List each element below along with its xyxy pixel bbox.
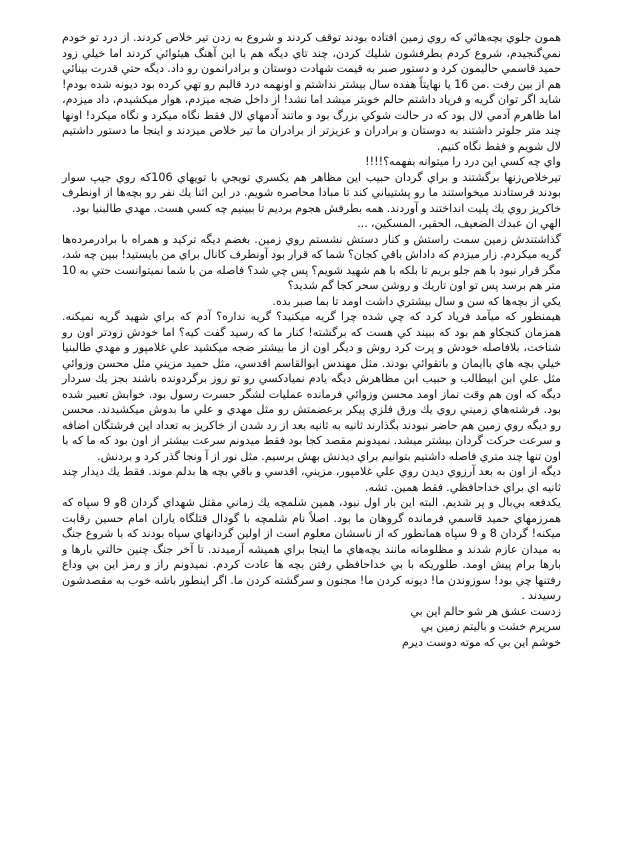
paragraph: يكدفعه بي‌بال و پر شديم. البته اين بار اول نبود، همين شلمچه يك زماني مقتل شهداي گردان 8و 9 سپاه كه همرزمهاي حميد قاسمي فرمانده گروهان ما بود. اصلاً نام شلمچه با گودال قتلگاه ياران امام حسين رقابت ميكنه! گردان 8 و 9 سپاه همانطور كه از ناسشان معلوم است از اولين گردانهاي سپاه بودند كه با شروع جنگ به ميدان عازم شدند و مظلومانه مانند بچه‌هاي ما اينجا براي هميشه آرميدند. تا آخر جنگ چنين حالتي بارها و بارها برام پيش اومد. طلوريكه با بي خداحافظي رفتن بچه ها عادت كردم. نميدونم راز و رمز اين بي وداع رفتنها چي بود! سوزوندن ما! ديونه كردن ما! مجنون و سرگشته كردن ما. اگر اينطور باشه خوب به مقصدشون رسيدند .	[62, 496, 561, 602]
paragraph: گذاشتندش زمين سمت راستش و كنار دستش نشستم روي زمين. بغضم ديگه تركيد و همراه با برادرمرده‌ها گريه ميكردم. زار ميزدم كه داداش باقي كجان؟ شما كه قرار بود آونطرف كانال براي من بايستيد! ببين چه شد، مگر قرار نبود با هم جلو بريم تا بلكه با هم شهيد شويم؟ پس چي شد؟ فاصله من با شما نميتوانست حتي به 10 متر هم برسد پس تو اون تاريك و روشن سحر كجا گم شديد؟	[62, 232, 561, 292]
paragraph: هيمنطور كه ميآمد فرياد كرد كه چي شده چرا گريه ميكنيد؟ گريه نداره؟ آدم كه براي شهيد گريه نميكنه. همزمان كنجكاو هم بود كه ببيند كي هست كه برگشته! كنار ما كه رسيد گفت كيه؟ اما خودش زودتر اون رو شناخت، بلافاصله خودش و پرت كرد روش و ديگر اون از ما بيشتر ضجه ميكشيد علي غلامپور و مهدي طالبنيا خيلي بچه هاي باايمان و باتقوائي بودند. مثل مهندس ابوالقاسم اقدسي، مثل حميد مزيني مثل محسن وزوائي مثل علي ابن ابيطالب و حبيب ابن مظاهرش ديگه يادم نميادكسي رو تو روز برگردونده باشند بجز يك سردار ديگه كه اون هم وقت نماز اومد محسن وزوائي فرمانده عمليات لشگر حسرت رسول بود. خوابش تعبير شده بود. فرشته‌هاي زميني روي يك ورق فلزي پيكر برعضمتش رو مثل مهدي و علي ما بدوش ميكشيدند. محسن رو ديگه روي زمين هم حاضر نبودند بگذارند ثانيه به ثانيه بعد از رد شدن از خاكريز به تعداد اين فرشتگان اضافه و سرعت حركت گردان بيشتر ميشد. نميدونم مقصد كجا بود فقط ميدونم سرعت بيشتر از اون بود كه ما كه با اون تنها چند متري فاصله داشتيم بتوانيم براي ديدنش بهش برسيم. مثل نور از آ ونجا گذر كرد و بردنش.	[62, 310, 561, 463]
paragraph: واي چه كسي اين درد را ميتوانه بفهمه؟!!!!	[365, 155, 561, 168]
paragraph: همون جلوي بچه‌هائي كه روي زمين افتاده بودند توقف كردند و شروع به زدن تير خلاص كردند. از درد تو خودم نمي‌گنجيدم، شروع كردم بطرفشون شليك كردن، چند تاي ديگه هم با اين آهنگ هيئوائي كردند اما خيلي زود حميد قاسمي حاليمون كرد و دستور صبر به قيمت شهادت دوستان و برادرانمون رو داد. ديگه حتي قدرت بينائي هم از بين رفت .من 16 يا نهايتاً هفده سال بيشتر نداشتم و اونهمه درد قالبم رو تهي كرده بود ديونه شده بودم! شايد اگر توان گريه و فرياد داشتم حالم خوبتر ميشد اما نشد! از داخل ضجه ميزدم، هوار ميكشيدم، داد ميزدم، اما ظاهرم آدمي لال بود كه در حالت شوكي بزرگ بود و ماتند آدمهاي لال فقط نگاه ميكرد و نگاه ميكرد! اونها چند متر جلوتر داشتند به دوستان و برادران و عزيزتر از برادران ما تير خلاص ميزدند و اينجا ما دستور داشتيم لال شويم و فقط نگاه كنيم.	[62, 31, 561, 153]
paragraph: ديگه از اون به بعد آرزوي ديدن روي علي غلامپور، مزيني، اقدسي و باقي بچه ها بدلم موند. فقط يك ديدار چند ثانيه اي براي خداحافظي. فقط همين. تشه.	[62, 465, 561, 494]
paragraph: يكي از بچه‌ها كه سن و سال بيشتري داشت اومد تا بما صبر بده.	[272, 294, 561, 308]
poem-line: خوشم اين بي كه موته دوست ديرم	[401, 635, 561, 649]
poem-line: سريرم خشت و باليتم زمين بي	[420, 620, 561, 633]
paragraph: الهي ان عبدك الضعيف، الحقير، المسكين، ...	[357, 217, 561, 230]
paragraph: تيرخلاص‌زنها برگشتند و براي گردان حبيب اين مظاهر هم يكسري تويجي با تويهاي 106كه روي جيپ سوار بودند فرستادند ميخواستند ما رو پشتيباني كند تا مبادا محاصره شويم. در اين اثنا يك نفر رو بچه‌ها از اونطرف خاكريز روي يك پليت انداختند و آوردند. همه بطرفش هجوم برديم تا ببينيم چه كسي هست. مهدي طالبنيا بود.	[62, 170, 561, 215]
poem-line: زدست عشق هر شو حالم اين بي	[410, 604, 561, 618]
